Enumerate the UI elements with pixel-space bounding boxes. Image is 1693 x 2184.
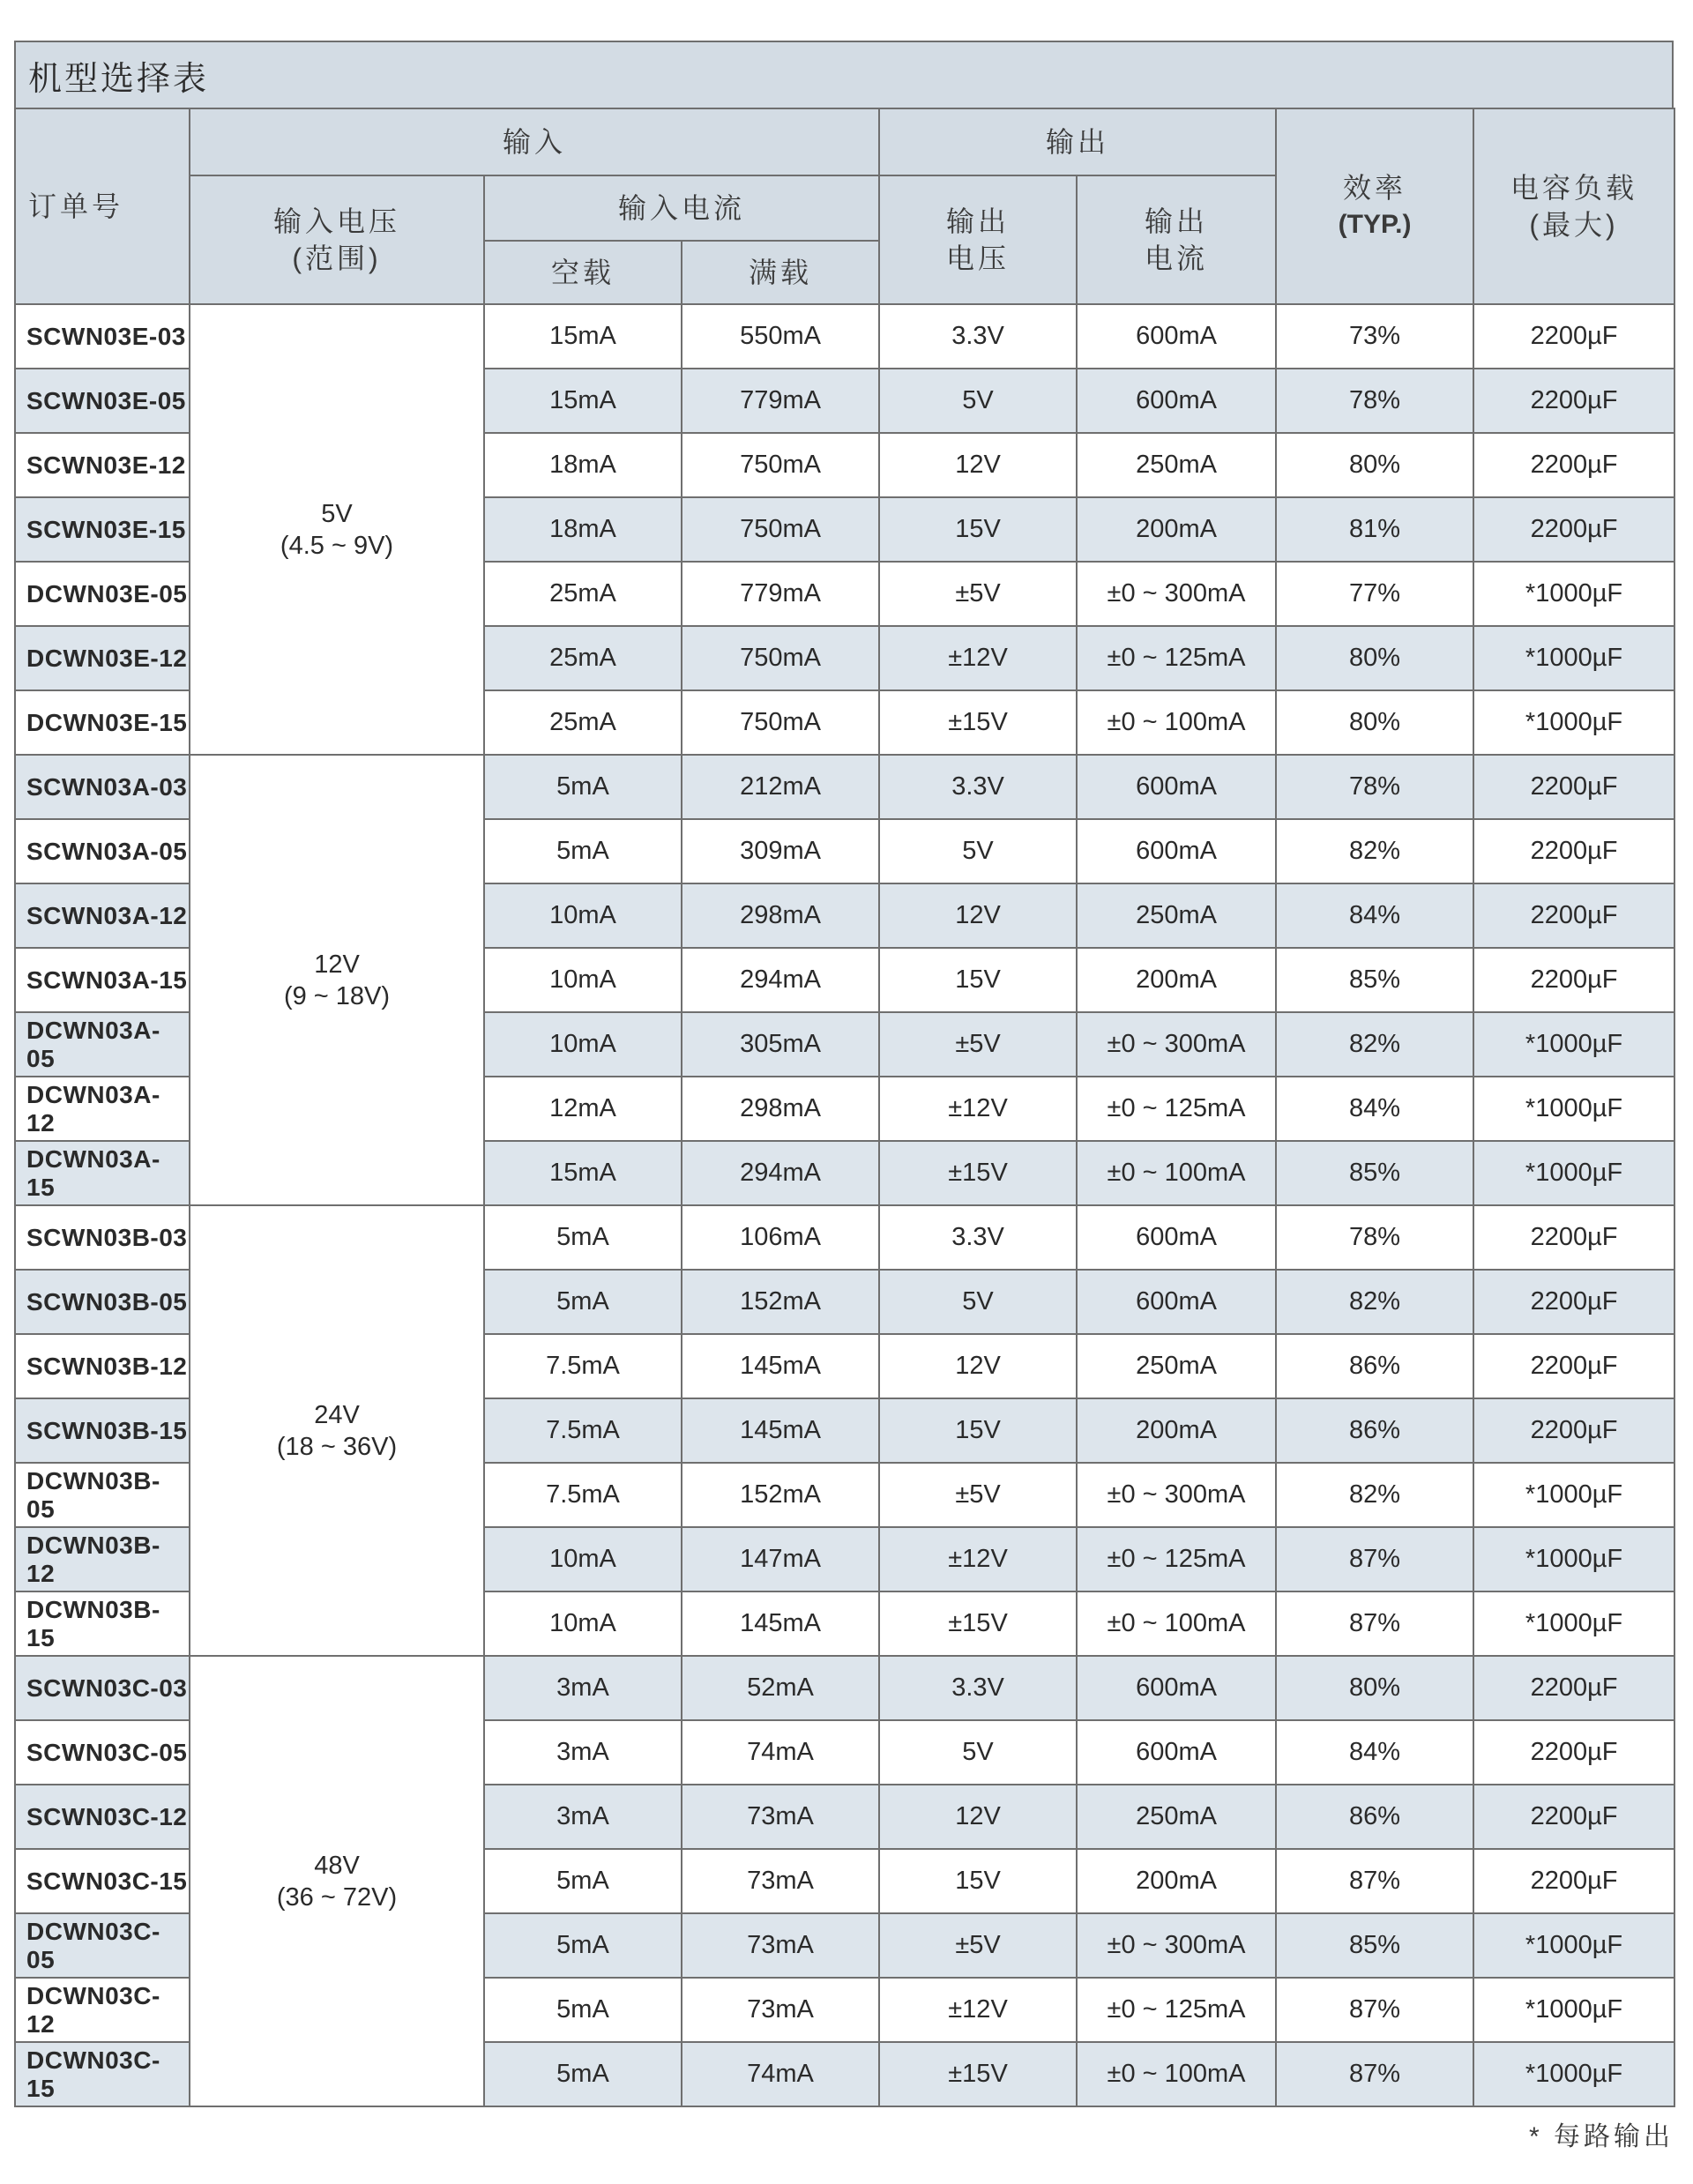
input-voltage-cell	[190, 755, 484, 1205]
model-cell: SCWN03A-15	[15, 948, 190, 1012]
cap-load-cell: *1000µF	[1473, 1012, 1674, 1077]
cap-load-cell: 2200µF	[1473, 883, 1674, 948]
output-current-cell: 600mA	[1077, 1270, 1276, 1334]
efficiency-cell: 86%	[1276, 1785, 1473, 1849]
model-cell: DCWN03A-05	[15, 1012, 190, 1077]
no-load-cell: 15mA	[484, 1141, 682, 1205]
efficiency-cell: 80%	[1276, 626, 1473, 690]
output-voltage-cell: ±5V	[879, 1012, 1077, 1077]
model-cell: DCWN03E-15	[15, 690, 190, 755]
output-current-cell: ±0 ~ 125mA	[1077, 1527, 1276, 1591]
cap-load-cell: 2200µF	[1473, 948, 1674, 1012]
output-voltage-cell: ±15V	[879, 1141, 1077, 1205]
full-load-cell: 152mA	[682, 1463, 879, 1527]
model-cell: SCWN03B-15	[15, 1398, 190, 1463]
full-load-cell: 152mA	[682, 1270, 879, 1334]
output-voltage-cell: 15V	[879, 497, 1077, 562]
model-cell: DCWN03B-15	[15, 1591, 190, 1656]
model-cell: SCWN03C-05	[15, 1720, 190, 1785]
efficiency-cell: 84%	[1276, 1077, 1473, 1141]
full-load-cell: 147mA	[682, 1527, 879, 1591]
output-current-cell: ±0 ~ 300mA	[1077, 1463, 1276, 1527]
header-output-current	[1077, 175, 1276, 304]
no-load-cell: 10mA	[484, 1527, 682, 1591]
model-cell: DCWN03C-12	[15, 1978, 190, 2042]
model-cell: DCWN03C-15	[15, 2042, 190, 2106]
model-cell: SCWN03A-05	[15, 819, 190, 883]
output-current-cell: ±0 ~ 125mA	[1077, 1978, 1276, 2042]
header-efficiency	[1276, 108, 1473, 304]
cap-load-cell: 2200µF	[1473, 1205, 1674, 1270]
no-load-cell: 5mA	[484, 755, 682, 819]
output-current-cell: 600mA	[1077, 304, 1276, 369]
no-load-cell: 3mA	[484, 1785, 682, 1849]
input-voltage-range: (36 ~ 72V)	[276, 1882, 398, 1912]
output-current-cell: 200mA	[1077, 1398, 1276, 1463]
efficiency-cell: 81%	[1276, 497, 1473, 562]
no-load-cell: 25mA	[484, 626, 682, 690]
model-cell: SCWN03E-05	[15, 369, 190, 433]
output-voltage-cell: ±15V	[879, 2042, 1077, 2106]
no-load-cell: 5mA	[484, 1270, 682, 1334]
header-cap-load-label: 电容负载	[1510, 172, 1638, 204]
efficiency-cell: 86%	[1276, 1398, 1473, 1463]
output-voltage-cell: 12V	[879, 433, 1077, 497]
no-load-cell: 5mA	[484, 2042, 682, 2106]
model-cell: DCWN03B-12	[15, 1527, 190, 1591]
model-cell: SCWN03C-03	[15, 1656, 190, 1720]
table-row	[15, 755, 1674, 819]
output-voltage-cell: 3.3V	[879, 1656, 1077, 1720]
model-cell: SCWN03B-05	[15, 1270, 190, 1334]
full-load-cell: 750mA	[682, 626, 879, 690]
efficiency-cell: 73%	[1276, 304, 1473, 369]
table-row	[15, 304, 1674, 369]
cap-load-cell: 2200µF	[1473, 819, 1674, 883]
no-load-cell: 25mA	[484, 690, 682, 755]
no-load-cell: 5mA	[484, 1849, 682, 1913]
header-efficiency-label: 效率	[1343, 172, 1407, 204]
full-load-cell: 750mA	[682, 690, 879, 755]
table-title: 机型选择表	[14, 41, 1674, 108]
no-load-cell: 25mA	[484, 562, 682, 626]
output-voltage-cell: 5V	[879, 1720, 1077, 1785]
output-current-cell: ±0 ~ 100mA	[1077, 1591, 1276, 1656]
cap-load-cell: 2200µF	[1473, 433, 1674, 497]
output-voltage-cell: ±15V	[879, 1591, 1077, 1656]
full-load-cell: 74mA	[682, 1720, 879, 1785]
output-voltage-cell: 3.3V	[879, 304, 1077, 369]
output-voltage-cell: ±12V	[879, 626, 1077, 690]
full-load-cell: 309mA	[682, 819, 879, 883]
output-voltage-cell: 15V	[879, 1849, 1077, 1913]
cap-load-cell: *1000µF	[1473, 626, 1674, 690]
no-load-cell: 10mA	[484, 948, 682, 1012]
header-order-no: 订单号	[15, 108, 190, 304]
output-voltage-cell: ±12V	[879, 1527, 1077, 1591]
output-voltage-cell: 5V	[879, 1270, 1077, 1334]
model-cell: SCWN03C-12	[15, 1785, 190, 1849]
efficiency-cell: 78%	[1276, 755, 1473, 819]
cap-load-cell: *1000µF	[1473, 2042, 1674, 2106]
model-cell: SCWN03E-03	[15, 304, 190, 369]
cap-load-cell: *1000µF	[1473, 1077, 1674, 1141]
input-voltage-cell	[190, 304, 484, 755]
no-load-cell: 10mA	[484, 1591, 682, 1656]
no-load-cell: 5mA	[484, 1978, 682, 2042]
output-current-cell: ±0 ~ 100mA	[1077, 690, 1276, 755]
efficiency-cell: 82%	[1276, 1270, 1473, 1334]
cap-load-cell: 2200µF	[1473, 1656, 1674, 1720]
model-cell: DCWN03E-05	[15, 562, 190, 626]
model-cell: SCWN03B-12	[15, 1334, 190, 1398]
footnote: * 每路输出	[1528, 2122, 1674, 2151]
full-load-cell: 779mA	[682, 369, 879, 433]
output-voltage-cell: ±5V	[879, 562, 1077, 626]
header-cap-load	[1473, 108, 1674, 304]
header-output: 输出	[879, 108, 1276, 175]
efficiency-cell: 82%	[1276, 1463, 1473, 1527]
no-load-cell: 7.5mA	[484, 1398, 682, 1463]
model-cell: DCWN03A-12	[15, 1077, 190, 1141]
full-load-cell: 145mA	[682, 1591, 879, 1656]
no-load-cell: 5mA	[484, 1205, 682, 1270]
full-load-cell: 750mA	[682, 433, 879, 497]
output-voltage-cell: 5V	[879, 819, 1077, 883]
output-current-cell: 600mA	[1077, 1720, 1276, 1785]
model-cell: SCWN03C-15	[15, 1849, 190, 1913]
no-load-cell: 18mA	[484, 497, 682, 562]
output-voltage-cell: ±5V	[879, 1463, 1077, 1527]
cap-load-cell: *1000µF	[1473, 690, 1674, 755]
table-body	[15, 304, 1674, 2106]
output-current-cell: 250mA	[1077, 1334, 1276, 1398]
efficiency-cell: 84%	[1276, 883, 1473, 948]
output-voltage-cell: 12V	[879, 883, 1077, 948]
cap-load-cell: 2200µF	[1473, 1720, 1674, 1785]
efficiency-cell: 80%	[1276, 433, 1473, 497]
model-cell: DCWN03C-05	[15, 1913, 190, 1978]
model-selection-table	[14, 41, 1674, 2107]
header-cap-load-sub: (最大)	[1529, 209, 1619, 241]
cap-load-cell: *1000µF	[1473, 1463, 1674, 1527]
input-voltage-nominal: 48V	[314, 1851, 360, 1880]
no-load-cell: 10mA	[484, 1012, 682, 1077]
full-load-cell: 145mA	[682, 1334, 879, 1398]
efficiency-cell: 84%	[1276, 1720, 1473, 1785]
input-voltage-cell	[190, 1205, 484, 1656]
full-load-cell: 212mA	[682, 755, 879, 819]
no-load-cell: 3mA	[484, 1720, 682, 1785]
header-input-voltage	[190, 175, 484, 304]
table-row	[15, 1656, 1674, 1720]
model-cell: SCWN03B-03	[15, 1205, 190, 1270]
efficiency-cell: 87%	[1276, 1527, 1473, 1591]
output-voltage-cell: 12V	[879, 1334, 1077, 1398]
header-full-load: 满载	[682, 241, 879, 304]
output-current-cell: ±0 ~ 100mA	[1077, 1141, 1276, 1205]
output-current-cell: ±0 ~ 125mA	[1077, 1077, 1276, 1141]
input-voltage-nominal: 24V	[314, 1400, 360, 1429]
cap-load-cell: *1000µF	[1473, 1978, 1674, 2042]
full-load-cell: 106mA	[682, 1205, 879, 1270]
spec-table	[14, 108, 1675, 2107]
output-voltage-cell: ±15V	[879, 690, 1077, 755]
output-voltage-cell: 12V	[879, 1785, 1077, 1849]
output-voltage-cell: 3.3V	[879, 755, 1077, 819]
no-load-cell: 15mA	[484, 369, 682, 433]
no-load-cell: 10mA	[484, 883, 682, 948]
output-voltage-cell: 15V	[879, 1398, 1077, 1463]
output-voltage-cell: 3.3V	[879, 1205, 1077, 1270]
input-voltage-range: (4.5 ~ 9V)	[280, 531, 394, 560]
output-current-cell: ±0 ~ 300mA	[1077, 562, 1276, 626]
full-load-cell: 779mA	[682, 562, 879, 626]
efficiency-cell: 80%	[1276, 690, 1473, 755]
full-load-cell: 74mA	[682, 2042, 879, 2106]
output-voltage-cell: ±12V	[879, 1077, 1077, 1141]
cap-load-cell: *1000µF	[1473, 1591, 1674, 1656]
input-voltage-cell	[190, 1656, 484, 2106]
no-load-cell: 5mA	[484, 1913, 682, 1978]
model-cell: DCWN03A-15	[15, 1141, 190, 1205]
output-current-cell: 600mA	[1077, 369, 1276, 433]
efficiency-cell: 87%	[1276, 1849, 1473, 1913]
output-voltage-cell: ±5V	[879, 1913, 1077, 1978]
efficiency-cell: 85%	[1276, 1141, 1473, 1205]
header-output-voltage-line2: 电压	[946, 242, 1011, 274]
output-current-cell: 600mA	[1077, 1205, 1276, 1270]
full-load-cell: 145mA	[682, 1398, 879, 1463]
no-load-cell: 15mA	[484, 304, 682, 369]
cap-load-cell: *1000µF	[1473, 562, 1674, 626]
table-header	[15, 108, 1674, 304]
header-input-current: 输入电流	[484, 175, 879, 241]
cap-load-cell: 2200µF	[1473, 1785, 1674, 1849]
cap-load-cell: 2200µF	[1473, 1270, 1674, 1334]
no-load-cell: 7.5mA	[484, 1463, 682, 1527]
output-current-cell: ±0 ~ 125mA	[1077, 626, 1276, 690]
no-load-cell: 5mA	[484, 819, 682, 883]
efficiency-cell: 78%	[1276, 1205, 1473, 1270]
header-output-voltage-line1: 输出	[946, 205, 1011, 237]
output-current-cell: 200mA	[1077, 497, 1276, 562]
efficiency-cell: 87%	[1276, 2042, 1473, 2106]
output-voltage-cell: ±12V	[879, 1978, 1077, 2042]
output-voltage-cell: 15V	[879, 948, 1077, 1012]
cap-load-cell: *1000µF	[1473, 1913, 1674, 1978]
full-load-cell: 550mA	[682, 304, 879, 369]
header-input-voltage-label: 输入电压	[272, 205, 400, 237]
no-load-cell: 7.5mA	[484, 1334, 682, 1398]
full-load-cell: 294mA	[682, 1141, 879, 1205]
header-input: 输入	[190, 108, 879, 175]
model-cell: DCWN03B-05	[15, 1463, 190, 1527]
full-load-cell: 73mA	[682, 1913, 879, 1978]
full-load-cell: 73mA	[682, 1785, 879, 1849]
efficiency-cell: 78%	[1276, 369, 1473, 433]
output-current-cell: ±0 ~ 300mA	[1077, 1913, 1276, 1978]
output-voltage-cell: 5V	[879, 369, 1077, 433]
header-output-current-line1: 输出	[1145, 205, 1209, 237]
header-input-voltage-sub: (范围)	[292, 242, 382, 274]
no-load-cell: 3mA	[484, 1656, 682, 1720]
efficiency-cell: 87%	[1276, 1591, 1473, 1656]
cap-load-cell: *1000µF	[1473, 1141, 1674, 1205]
model-cell: SCWN03E-12	[15, 433, 190, 497]
input-voltage-nominal: 12V	[314, 950, 360, 979]
full-load-cell: 52mA	[682, 1656, 879, 1720]
header-efficiency-sub: (TYP.)	[1338, 210, 1412, 239]
cap-load-cell: 2200µF	[1473, 369, 1674, 433]
efficiency-cell: 85%	[1276, 948, 1473, 1012]
output-current-cell: 600mA	[1077, 755, 1276, 819]
model-cell: SCWN03A-12	[15, 883, 190, 948]
full-load-cell: 305mA	[682, 1012, 879, 1077]
efficiency-cell: 80%	[1276, 1656, 1473, 1720]
output-current-cell: 250mA	[1077, 1785, 1276, 1849]
output-current-cell: ±0 ~ 100mA	[1077, 2042, 1276, 2106]
output-current-cell: 200mA	[1077, 1849, 1276, 1913]
cap-load-cell: 2200µF	[1473, 755, 1674, 819]
full-load-cell: 73mA	[682, 1978, 879, 2042]
output-current-cell: 250mA	[1077, 883, 1276, 948]
header-output-voltage	[879, 175, 1077, 304]
efficiency-cell: 85%	[1276, 1913, 1473, 1978]
cap-load-cell: 2200µF	[1473, 1398, 1674, 1463]
output-current-cell: 600mA	[1077, 1656, 1276, 1720]
input-voltage-range: (9 ~ 18V)	[283, 981, 391, 1010]
no-load-cell: 18mA	[484, 433, 682, 497]
output-current-cell: 600mA	[1077, 819, 1276, 883]
input-voltage-range: (18 ~ 36V)	[276, 1432, 398, 1461]
full-load-cell: 298mA	[682, 883, 879, 948]
model-cell: SCWN03A-03	[15, 755, 190, 819]
full-load-cell: 750mA	[682, 497, 879, 562]
efficiency-cell: 87%	[1276, 1978, 1473, 2042]
cap-load-cell: 2200µF	[1473, 1334, 1674, 1398]
cap-load-cell: 2200µF	[1473, 1849, 1674, 1913]
header-no-load: 空载	[484, 241, 682, 304]
output-current-cell: ±0 ~ 300mA	[1077, 1012, 1276, 1077]
full-load-cell: 294mA	[682, 948, 879, 1012]
efficiency-cell: 77%	[1276, 562, 1473, 626]
efficiency-cell: 82%	[1276, 819, 1473, 883]
full-load-cell: 298mA	[682, 1077, 879, 1141]
model-cell: SCWN03E-15	[15, 497, 190, 562]
cap-load-cell: 2200µF	[1473, 497, 1674, 562]
output-current-cell: 200mA	[1077, 948, 1276, 1012]
model-cell: DCWN03E-12	[15, 626, 190, 690]
cap-load-cell: 2200µF	[1473, 304, 1674, 369]
no-load-cell: 12mA	[484, 1077, 682, 1141]
efficiency-cell: 82%	[1276, 1012, 1473, 1077]
table-row	[15, 1205, 1674, 1270]
output-current-cell: 250mA	[1077, 433, 1276, 497]
input-voltage-nominal: 5V	[321, 499, 353, 528]
full-load-cell: 73mA	[682, 1849, 879, 1913]
header-output-current-line2: 电流	[1145, 242, 1209, 274]
efficiency-cell: 86%	[1276, 1334, 1473, 1398]
cap-load-cell: *1000µF	[1473, 1527, 1674, 1591]
